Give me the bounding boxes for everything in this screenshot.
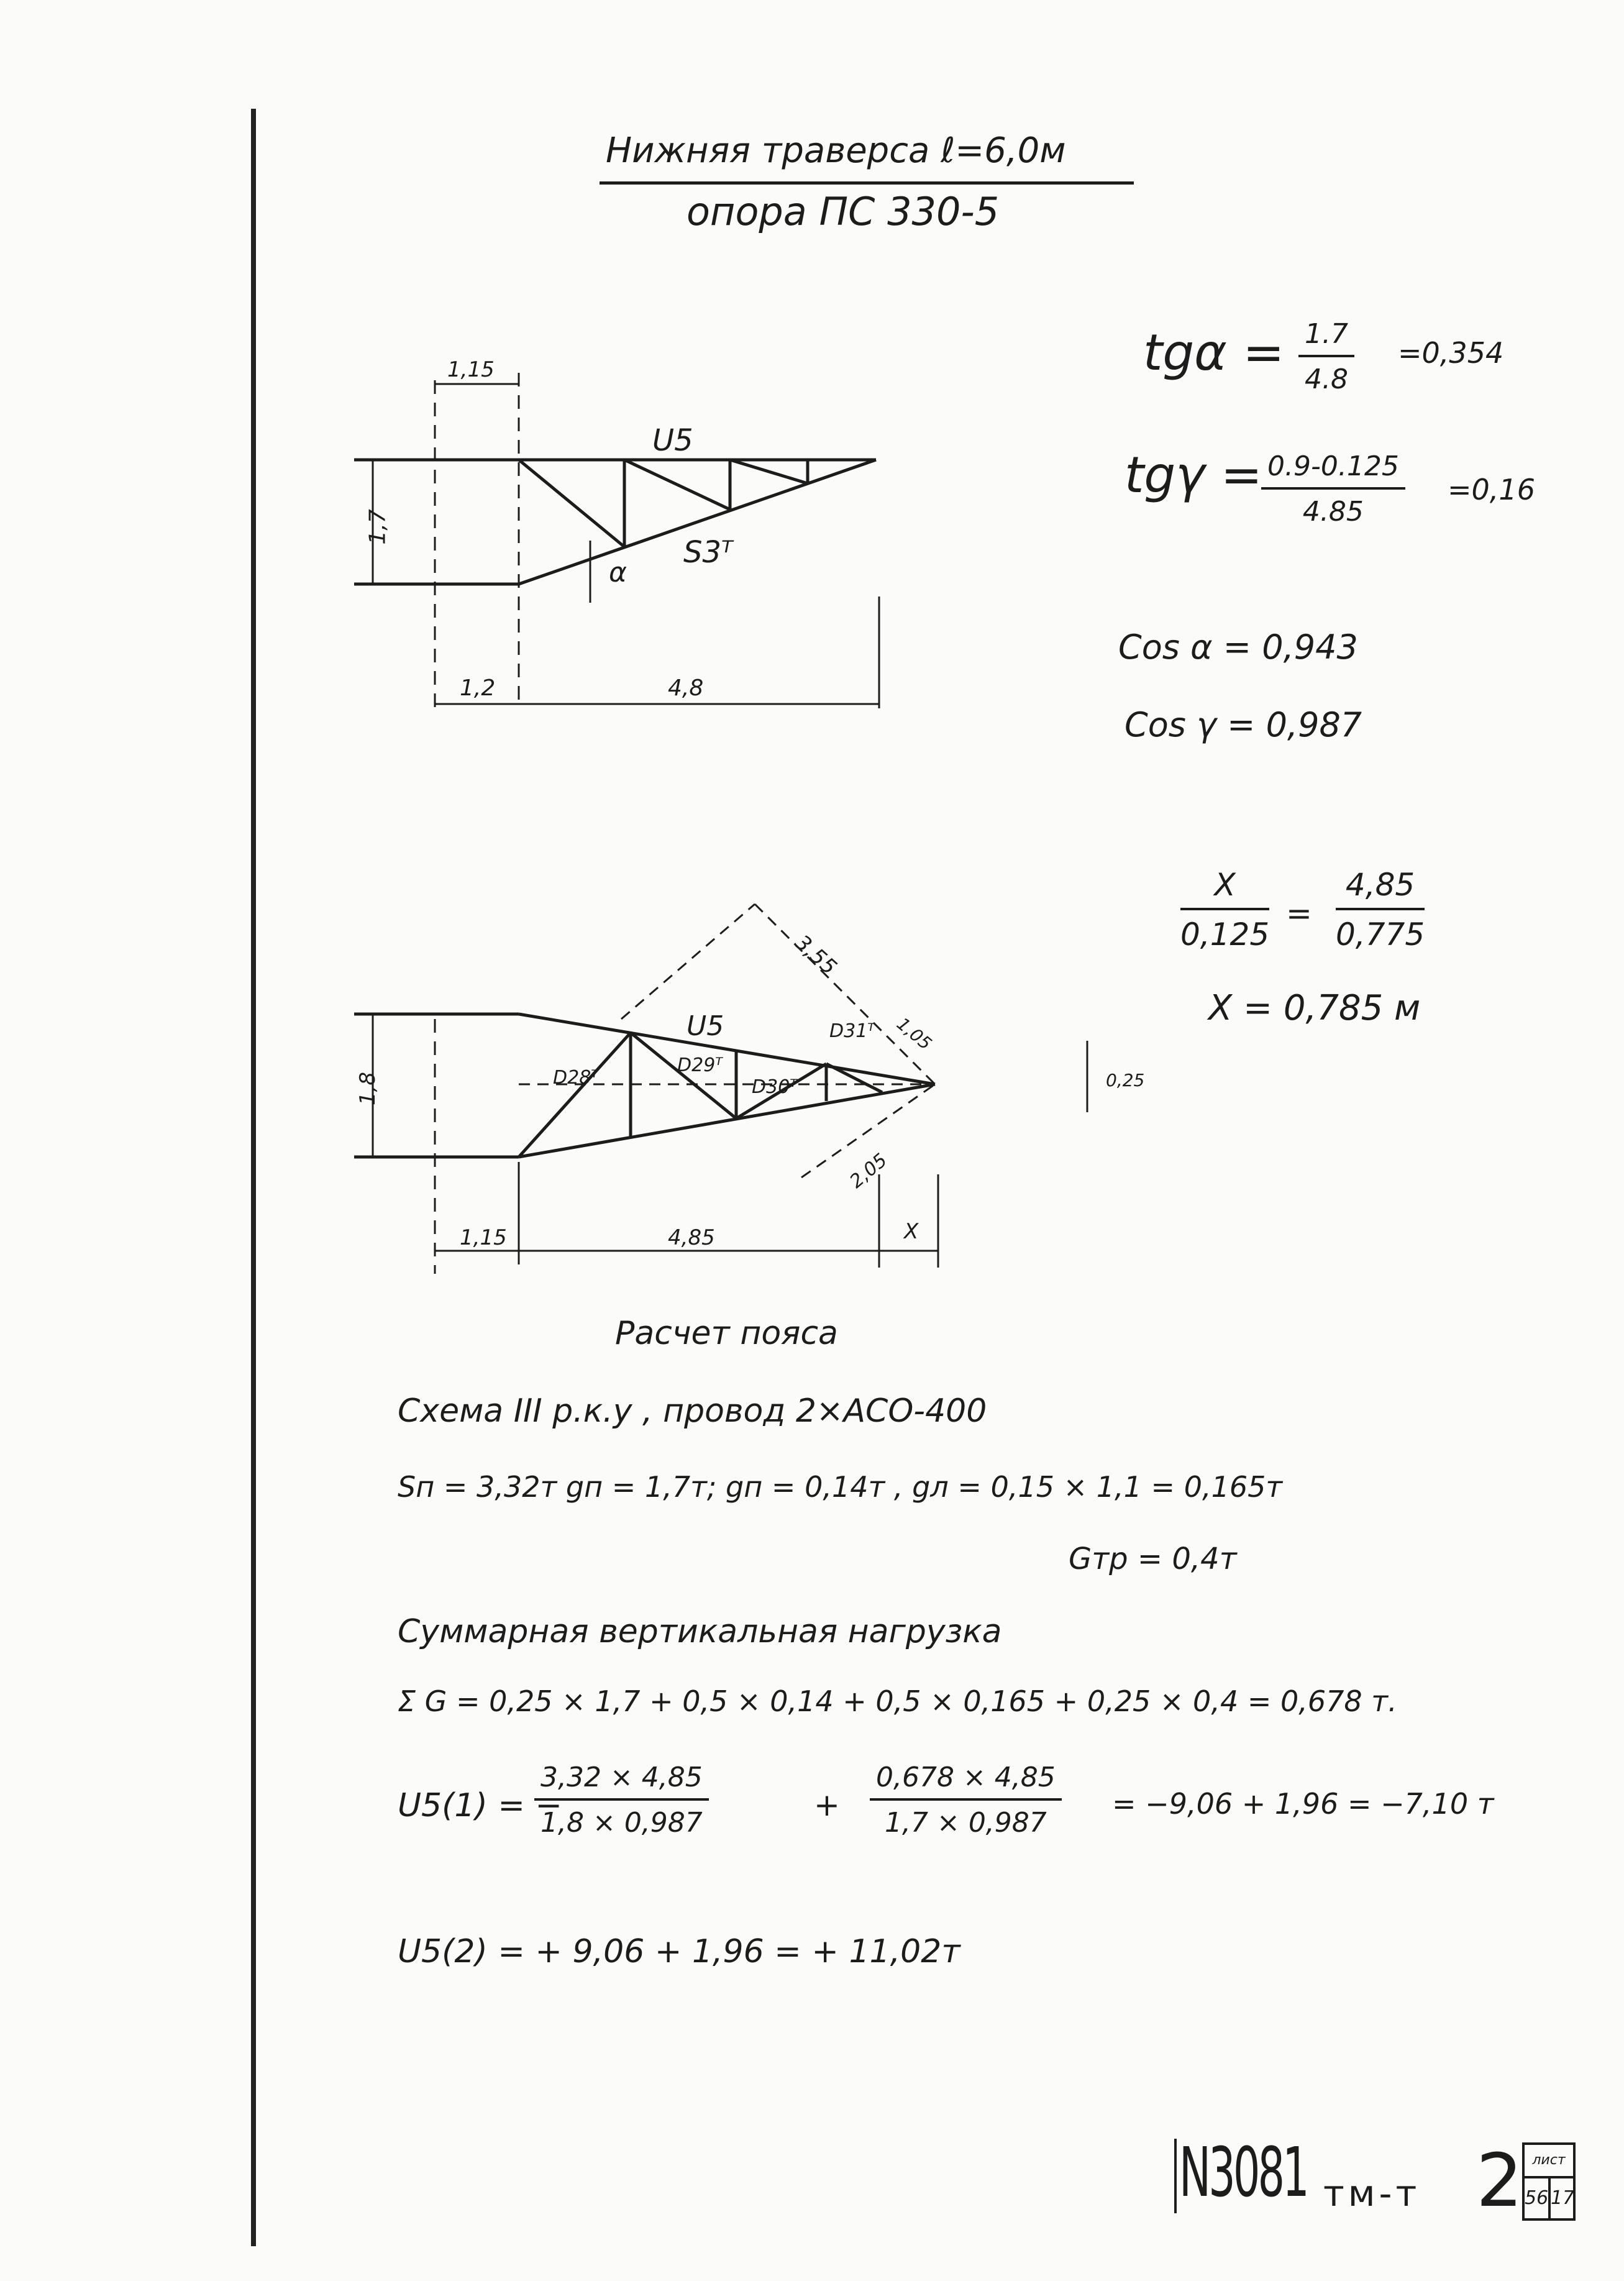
tg-alpha-lhs: tgα = [1143, 324, 1285, 382]
tg-alpha-result: =0,354 [1398, 336, 1504, 370]
us1-lhs: U5(1) = − [398, 1787, 563, 1824]
us2-line: U5(2) = + 9,06 + 1,96 = + 11,02т [398, 1933, 960, 1970]
stamp-frame-left [1174, 2139, 1177, 2213]
stamp-cell-left: 56 [1525, 2178, 1551, 2218]
bottom-label-d30: D30ᵀ [752, 1076, 797, 1098]
top-label-s: S3ᵀ [683, 535, 733, 570]
top-dim-bottom-right: 4,8 [668, 675, 704, 701]
x-ratio-equals: = [1286, 895, 1312, 931]
bottom-dim-105: 1,05 [893, 1013, 936, 1054]
stamp-code: N3081 [1179, 2132, 1307, 2212]
x-value: X = 0,785 м [1208, 988, 1421, 1028]
section-title: Расчет пояса [615, 1315, 838, 1352]
us1-fraction-1: $\frac{3,32 \times 4,85}{1,8 \times 0,987}$ [534, 1762, 709, 1839]
top-label-alpha: α [609, 557, 627, 588]
x-right-fraction: $\frac{4,85}{0,775}$ [1336, 867, 1425, 953]
stamp-cell-top: лист [1525, 2145, 1573, 2178]
cos-alpha: Cos α = 0,943 [1118, 628, 1358, 667]
top-label-us: U5 [652, 423, 693, 458]
bottom-label-d29: D29ᵀ [677, 1054, 723, 1076]
top-dim-bottom-left: 1,2 [460, 675, 496, 701]
title-line-1: Нижняя траверса ℓ=6,0м [606, 130, 1066, 171]
bottom-dim-bottom-x: X [904, 1219, 919, 1244]
bottom-dim-height: 1,8 [355, 1071, 381, 1106]
bottom-dim-bottom-mid: 4,85 [668, 1225, 715, 1250]
loads-line: Sп = 3,32т gп = 1,7т; gп = 0,14т , gл = 0,15 × 1,1 = 0,165т [398, 1470, 1283, 1504]
g-tr-line: Gтр = 0,4т [1069, 1542, 1237, 1576]
document-stamp [1174, 2132, 1575, 2223]
vertical-load-title: Суммарная вертикальная нагрузка [398, 1613, 1002, 1650]
bottom-dim-diag: 3,55 [790, 930, 842, 981]
us1-fraction-2: $\frac{0,678 \times 4,85}{1,7 \times 0,987}$ [870, 1762, 1062, 1839]
tg-gamma-fraction: $\frac{0.9-0.125}{4.85}$ [1261, 450, 1405, 528]
stamp-sheet: тм-т [1323, 2172, 1421, 2215]
cos-gamma: Cos γ = 0,987 [1124, 705, 1362, 744]
title-line-2: опора ПС 330-5 [687, 189, 1000, 234]
bottom-dim-tip: 0,25 [1106, 1070, 1145, 1090]
stamp-cell-right: 17 [1551, 2187, 1575, 2209]
tg-alpha-fraction: $\frac{1.7}{4.8}$ [1298, 318, 1354, 395]
top-dim-height: 1,7 [365, 509, 391, 545]
bottom-dim-bottom-left: 1,15 [460, 1225, 507, 1250]
bottom-dim-205: 2,05 [846, 1149, 892, 1193]
scheme-line: Схема III р.к.у , провод 2×АСО-400 [398, 1392, 987, 1430]
us1-plus: + [814, 1787, 840, 1823]
tg-gamma-result: =0,16 [1448, 473, 1535, 506]
stamp-page-number: 2 [1476, 2137, 1523, 2223]
bottom-truss [354, 904, 1087, 1274]
stamp-box [1522, 2142, 1576, 2221]
top-dim-left-top: 1,15 [447, 357, 495, 382]
top-truss [354, 373, 879, 708]
sum-g-line: Σ G = 0,25 × 1,7 + 0,5 × 0,14 + 0,5 × 0,165 + 0,25 × 0,4 = 0,678 т. [398, 1684, 1397, 1718]
us1-result: = −9,06 + 1,96 = −7,10 т [1112, 1787, 1494, 1821]
x-left-fraction: $\frac{X}{0,125}$ [1180, 867, 1270, 953]
bottom-label-d28: D28ᵀ [553, 1067, 598, 1089]
bottom-label-d31: D31ᵀ [829, 1020, 875, 1042]
bottom-label-us: U5 [687, 1010, 724, 1042]
tg-gamma-lhs: tgγ = [1124, 446, 1262, 504]
